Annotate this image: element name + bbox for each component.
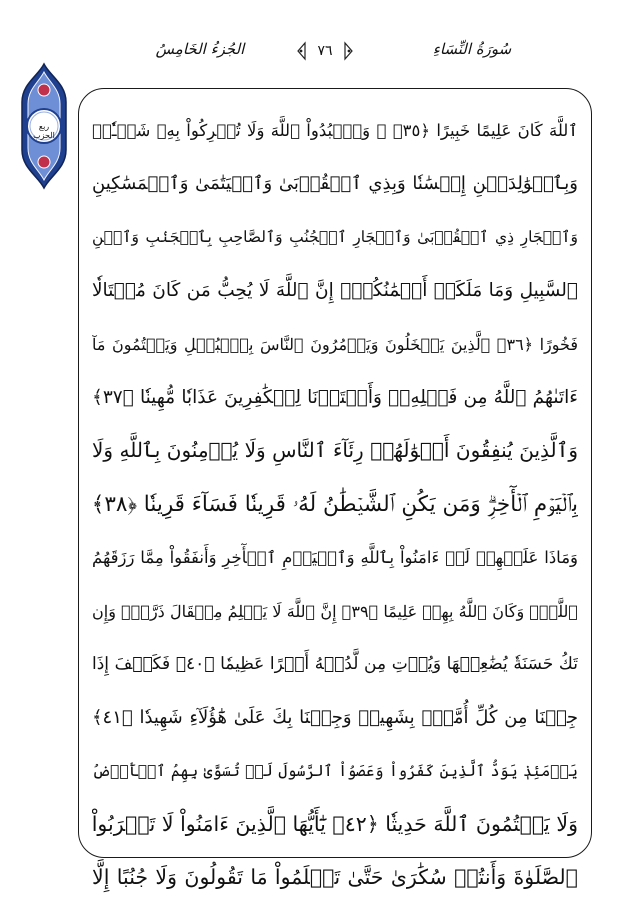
text-line: وَبِٱلۡوَٰلِدَيۡنِ إِحۡسَٰنٗا وَبِذِي ٱلۡقُرۡبَىٰ وَٱلۡيَتَٰمَىٰ وَٱلۡمَسَٰكِينِ <box>92 173 578 195</box>
text-line: وَلَا يَكۡتُمُونَ ٱللَّهَ حَدِيثٗا ﴿٤٢﴾ يَٰٓأَيُّهَا ٱلَّذِينَ ءَامَنُواْ لَا تَقۡرَبُواْ <box>92 812 578 837</box>
text-line: ٱللَّهُۚ وَكَانَ ٱللَّهُ بِهِمۡ عَلِيمًا ﴿٣٩﴾ إِنَّ ٱللَّهَ لَا يَظۡلِمُ مِثۡقَالَ ذَرَّةٖۖ وَإِن <box>92 601 578 621</box>
text-line: ءَاتَىٰهُمُ ٱللَّهُ مِن فَضۡلِهِۦۗ وَأَعۡتَدۡنَا لِلۡكَٰفِرِينَ عَذَابٗا مُّهِينٗا ﴿٣٧﴾ <box>92 386 578 408</box>
text-line: ٱلسَّبِيلِ وَمَا مَلَكَتۡ أَيۡمَٰنُكُمۡۗ إِنَّ ٱللَّهَ لَا يُحِبُّ مَن كَانَ مُخۡتَالٗا <box>92 280 578 302</box>
text-line: تَكُ حَسَنَةٗ يُضَٰعِفۡهَا وَيُؤۡتِ مِن لَّدُنۡهُ أَجۡرًا عَظِيمٗا ﴿٤٠﴾ فَكَيۡفَ إِذَا <box>92 653 578 674</box>
text-line: وَمَاذَا عَلَيۡهِمۡ لَوۡ ءَامَنُواْ بِٱللَّهِ وَٱلۡيَوۡمِ ٱلۡأٓخِرِ وَأَنفَقُواْ مِمَّا رَزَقَهُمُ <box>92 548 578 568</box>
text-line: يَوۡمَئِذٖ يَوَدُّ ٱلَّذِينَ كَفَرُواْ وَعَصَوُاْ ٱلرَّسُولَ لَوۡ تُسَوَّىٰ بِهِمُ ٱلۡأَرۡضُ <box>92 761 578 780</box>
text-line: وَٱلۡجَارِ ذِي ٱلۡقُرۡبَىٰ وَٱلۡجَارِ ٱلۡجُنُبِ وَٱلصَّاحِبِ بِٱلۡجَنۢبِ وَٱبۡنِ <box>92 227 578 246</box>
juz-name: الجُزءُ الخَامِسُ <box>155 40 245 58</box>
text-line: ٱللَّهَ كَانَ عَلِيمًا خَبِيرًا ﴿٣٥﴾ ۞ وَٱعۡبُدُواْ ٱللَّهَ وَلَا تُشۡرِكُواْ بِهِۦ شَيۡـٔٗاۖ <box>92 121 578 140</box>
text-line: وَٱلَّذِينَ يُنفِقُونَ أَمۡوَٰلَهُمۡ رِئَآءَ ٱلنَّاسِ وَلَا يُؤۡمِنُونَ بِٱللَّهِ وَلَا <box>92 438 578 463</box>
text-line: بِٱلۡيَوۡمِ ٱلۡأٓخِرِۗ وَمَن يَكُنِ ٱلشَّيۡطَٰنُ لَهُۥ قَرِينٗا فَسَآءَ قَرِينٗا ﴿٣٨﴾ <box>92 491 578 517</box>
page-header <box>0 40 638 70</box>
page-number: ٧٦ <box>317 43 333 59</box>
quran-text <box>92 104 578 905</box>
sura-name: سُورَةُ النِّسَاءِ <box>432 40 512 58</box>
rub-al-hizb-label: ربع الحزب <box>33 122 55 140</box>
text-line: ٱلصَّلَوٰةَ وَأَنتُمۡ سُكَٰرَىٰ حَتَّىٰ تَعۡلَمُواْ مَا تَقُولُونَ وَلَا جُنُبًا إِلَّا <box>92 865 578 890</box>
text-line: جِئۡنَا مِن كُلِّ أُمَّةِۭ بِشَهِيدٖ وَجِئۡنَا بِكَ عَلَىٰ هَٰٓؤُلَآءِ شَهِيدٗا ﴿٤١﴾ <box>92 707 578 729</box>
text-line: فَخُورًا ﴿٣٦﴾ ٱلَّذِينَ يَبۡخَلُونَ وَيَأۡمُرُونَ ٱلنَّاسَ بِٱلۡبُخۡلِ وَيَكۡتُمُونَ مَآ <box>92 334 578 354</box>
page-number-badge <box>296 38 354 64</box>
